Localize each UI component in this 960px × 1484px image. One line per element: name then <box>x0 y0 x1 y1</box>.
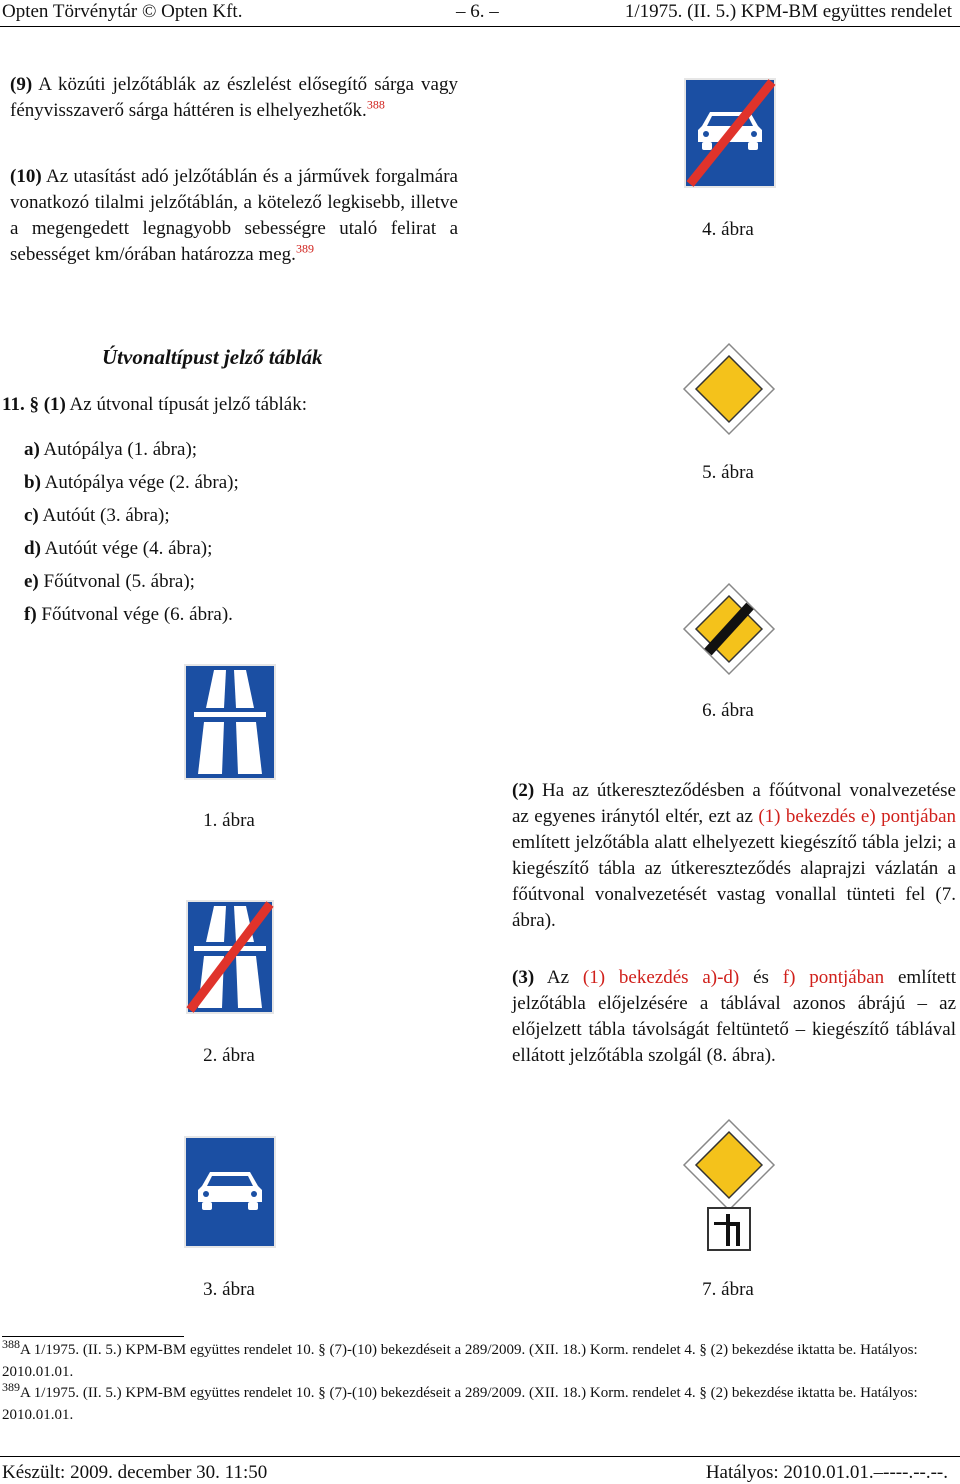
section-title: Útvonaltípust jelző táblák <box>102 345 323 369</box>
figure-1-caption: 1. ábra <box>203 810 255 831</box>
list-item <box>24 598 239 631</box>
footnote-389 <box>2 1380 958 1426</box>
paragraph-text: Ha az útkereszteződésben a főútvonal vonalvezetése az egyenes iránytól eltér, ezt az <box>512 780 956 827</box>
figure-6-main-road-end-sign <box>682 582 776 676</box>
paragraph-3 <box>512 965 956 1069</box>
paragraph-text: Az utasítást adó jelzőtáblán és a járművek forgalmára vonatkozó tilalmi jelzőtáblán, a kötelező legkisebb, illetve a megengedett legnagyobb sebességre utaló felirat a sebességet km/órában határozza meg. <box>10 166 458 265</box>
figure-3-caption: 3. ábra <box>203 1279 255 1300</box>
figure-7-caption: 7. ábra <box>702 1279 754 1300</box>
footnote-text: A 1/1975. (II. 5.) KPM-BM együttes rendelet 10. § (7)-(10) bekezdéseit a 289/2009. (XII. 18.) Korm. rendelet 4. § (2) bekezdése iktatta be. Hatályos: 2010.01.01. <box>2 1342 918 1380</box>
section-sign: § <box>29 394 39 415</box>
figure-2-caption: 2. ábra <box>203 1045 255 1066</box>
list-item <box>24 433 239 466</box>
list-letter: d) <box>24 538 41 559</box>
list-text: Autóút (3. ábra); <box>38 505 170 526</box>
section-intro <box>2 394 307 416</box>
list-text: Főútvonal (5. ábra); <box>38 571 195 592</box>
paragraph-10 <box>10 164 458 268</box>
list-text: Autópálya vége (2. ábra); <box>40 472 239 493</box>
footer-effective: Hatályos: 2010.01.01.–----.--.--. <box>705 1462 948 1483</box>
footnote-text: A 1/1975. (II. 5.) KPM-BM együttes rendelet 10. § (7)-(10) bekezdéseit a 289/2009. (XII. 18.) Korm. rendelet 4. § (2) bekezdése iktatta be. Hatályos: 2010.01.01. <box>2 1385 918 1423</box>
figure-7-main-road-with-plate-sign <box>682 1118 776 1252</box>
header-left: Opten Törvénytár © Opten Kft. <box>2 1 243 22</box>
reference-link[interactable]: (1) bekezdés a)-d) <box>582 967 740 988</box>
list-letter: e) <box>24 571 39 592</box>
page-footer <box>0 1456 960 1483</box>
paragraph-number: (9) <box>10 74 33 95</box>
paragraph-text: Az <box>534 967 583 988</box>
footnote-separator <box>2 1336 184 1337</box>
figure-1-motorway-sign <box>184 664 276 780</box>
list-letter: b) <box>24 472 41 493</box>
list-text: Főútvonal vége (6. ábra). <box>36 604 233 625</box>
list-item <box>24 532 239 565</box>
section-intro-text: Az útvonal típusát jelző táblák: <box>65 394 307 415</box>
list-letter: f) <box>24 604 37 625</box>
paragraph-number: (2) <box>512 780 535 801</box>
list-text: Autóút vége (4. ábra); <box>40 538 213 559</box>
footer-created: Készült: 2009. december 30. 11:50 <box>2 1462 268 1483</box>
figure-2-motorway-end-sign <box>186 900 274 1014</box>
sign-type-list <box>24 433 239 631</box>
figure-5-caption: 5. ábra <box>702 462 754 483</box>
figure-3-expressway-sign <box>184 1136 276 1248</box>
paragraph-text: említett jelzőtábla előjelzésére a táblával azonos ábrájú – az előjelzett tábla távolságát feltüntető – kiegészítő táblával ellátott jelzőtábla szolgál (8. ábra). <box>512 967 957 1066</box>
list-letter: c) <box>24 505 39 526</box>
header-right: 1/1975. (II. 5.) KPM-BM együttes rendelet <box>624 1 952 22</box>
reference-link[interactable]: (1) bekezdés e) pontjában <box>758 806 956 827</box>
paragraph-text: említett jelzőtábla alatt elhelyezett kiegészítő tábla jelzi; a kiegészítő tábla az útkereszteződés alaprajzi vázlatán a főútvonal vonalvezetését vastag vonallal tünteti fel (7. ábra). <box>512 832 956 931</box>
paragraph-2 <box>512 778 956 934</box>
list-item <box>24 499 239 532</box>
subsection-number: (1) <box>43 394 66 415</box>
page-header <box>0 0 960 27</box>
footnote-number: 389 <box>2 1380 20 1394</box>
paragraph-number: (3) <box>512 967 535 988</box>
list-text: Autópálya (1. ábra); <box>39 439 198 460</box>
paragraph-text: A közúti jelzőtáblák az észlelést elősegítő sárga vagy fényvisszaverő sárga háttéren is elhelyezhetők. <box>10 74 458 121</box>
list-item <box>24 466 239 499</box>
footnote-number: 388 <box>2 1337 20 1351</box>
footnote-ref-388[interactable]: 388 <box>366 97 385 112</box>
footnote-ref-389[interactable]: 389 <box>295 241 314 256</box>
paragraph-text: és <box>739 967 783 988</box>
figure-4-caption: 4. ábra <box>702 219 754 240</box>
header-page-number: – 6. – <box>456 1 499 22</box>
figure-4-expressway-end-sign <box>684 78 776 188</box>
reference-link[interactable]: f) pontjában <box>782 967 885 988</box>
section-number: 11. <box>2 394 25 415</box>
figure-5-main-road-sign <box>682 342 776 436</box>
footnote-388 <box>2 1337 958 1383</box>
list-item <box>24 565 239 598</box>
paragraph-number: (10) <box>10 166 42 187</box>
figure-6-caption: 6. ábra <box>702 700 754 721</box>
list-letter: a) <box>24 439 40 460</box>
paragraph-9 <box>10 72 458 124</box>
